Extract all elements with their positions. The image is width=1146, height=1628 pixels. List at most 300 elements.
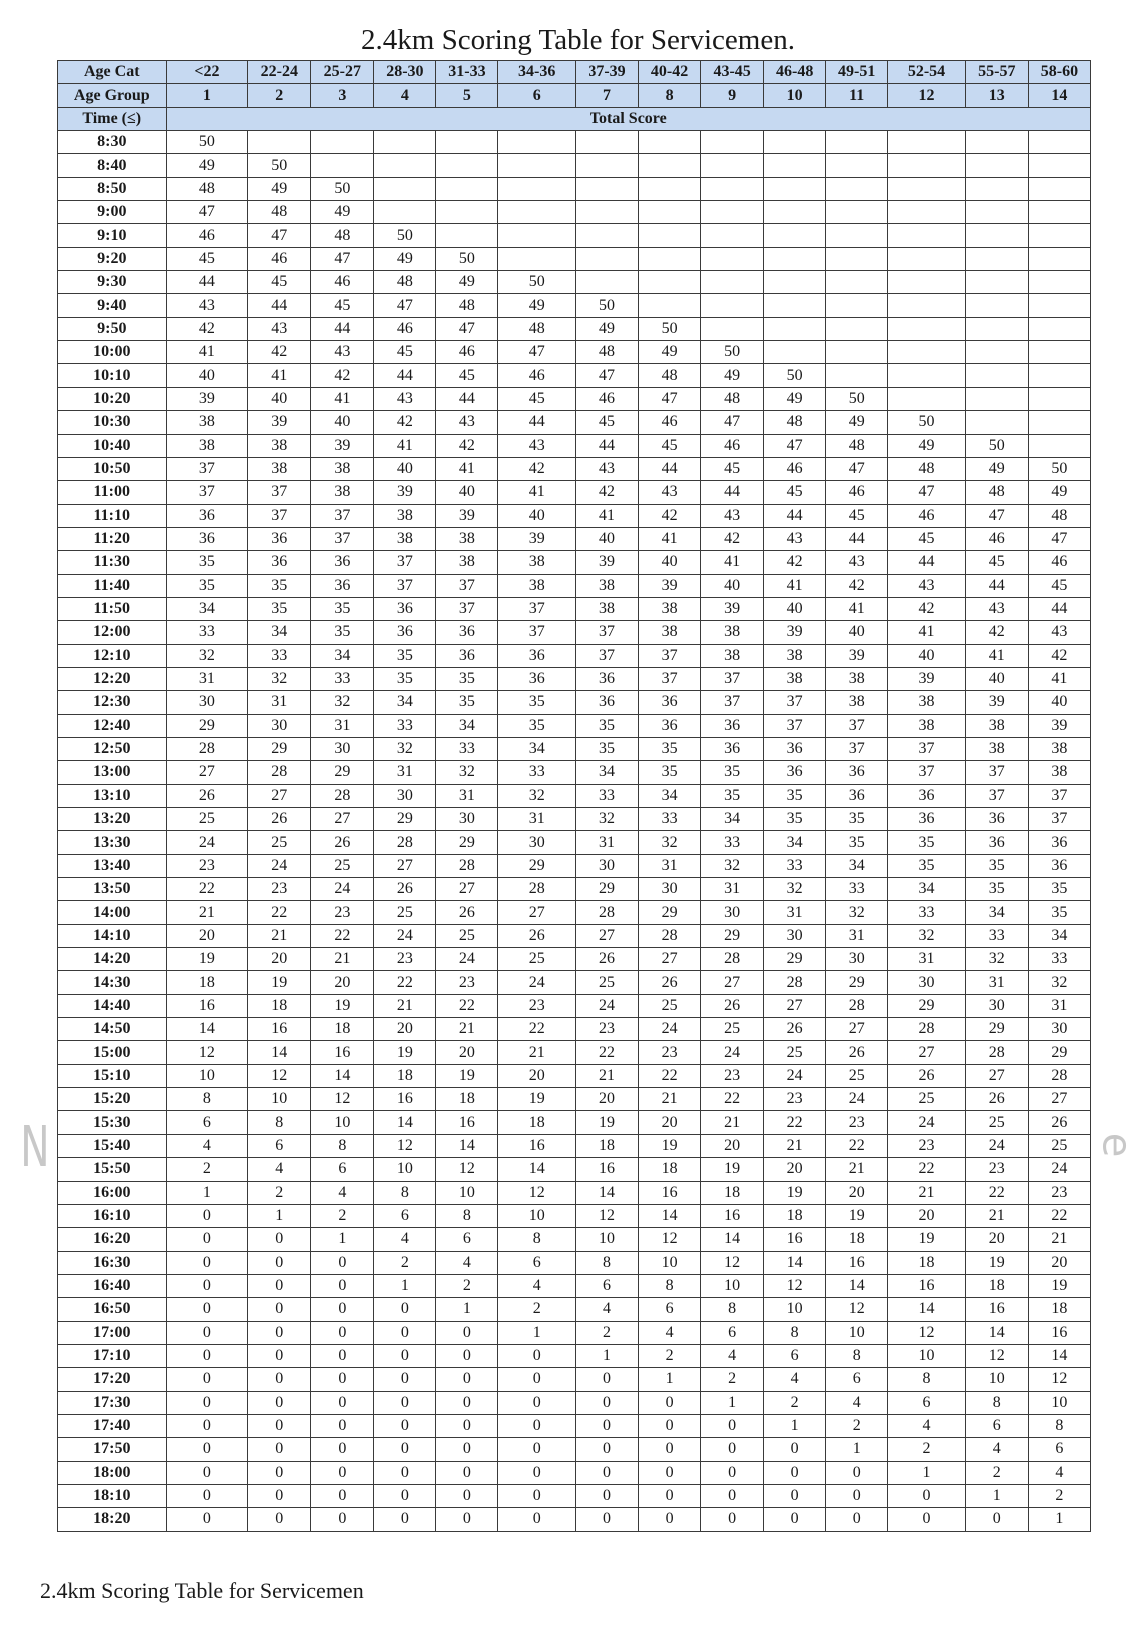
score-cell: 8 — [575, 1251, 638, 1274]
score-cell: 33 — [764, 854, 826, 877]
age-cat-header: 52-54 — [888, 61, 966, 84]
score-cell: 35 — [639, 737, 701, 760]
score-cell: 23 — [575, 1018, 638, 1041]
score-cell: 2 — [374, 1251, 436, 1274]
score-cell: 0 — [248, 1251, 311, 1274]
score-cell: 19 — [965, 1251, 1028, 1274]
total-score-label: Total Score — [166, 107, 1090, 130]
score-cell: 0 — [374, 1368, 436, 1391]
score-cell: 37 — [374, 574, 436, 597]
score-cell: 2 — [826, 1414, 888, 1437]
score-cell: 16 — [166, 994, 248, 1017]
score-cell: 35 — [436, 691, 498, 714]
score-cell — [965, 224, 1028, 247]
score-cell: 24 — [965, 1134, 1028, 1157]
score-cell: 45 — [575, 411, 638, 434]
score-cell: 33 — [888, 901, 966, 924]
score-cell: 24 — [1028, 1158, 1090, 1181]
score-cell: 25 — [826, 1064, 888, 1087]
score-cell: 6 — [374, 1204, 436, 1227]
score-cell: 6 — [965, 1414, 1028, 1437]
score-cell: 45 — [248, 271, 311, 294]
age-group-row — [58, 84, 1091, 107]
score-cell — [639, 247, 701, 270]
score-cell: 0 — [248, 1438, 311, 1461]
score-cell: 0 — [498, 1508, 576, 1531]
score-cell: 16 — [248, 1018, 311, 1041]
score-cell: 47 — [826, 457, 888, 480]
score-cell: 0 — [639, 1438, 701, 1461]
score-cell: 12 — [436, 1158, 498, 1181]
score-cell: 44 — [639, 457, 701, 480]
score-cell: 26 — [1028, 1111, 1090, 1134]
score-cell: 35 — [436, 667, 498, 690]
score-cell — [575, 201, 638, 224]
score-cell: 49 — [436, 271, 498, 294]
score-cell: 46 — [498, 364, 576, 387]
score-cell: 29 — [498, 854, 576, 877]
score-cell: 28 — [764, 971, 826, 994]
score-cell — [965, 271, 1028, 294]
score-cell — [888, 364, 966, 387]
score-cell: 0 — [639, 1508, 701, 1531]
score-cell: 45 — [166, 247, 248, 270]
score-cell: 0 — [826, 1508, 888, 1531]
score-cell: 37 — [575, 621, 638, 644]
score-cell: 46 — [374, 317, 436, 340]
score-cell: 42 — [1028, 644, 1090, 667]
score-cell: 22 — [575, 1041, 638, 1064]
score-cell — [888, 247, 966, 270]
score-cell — [1028, 154, 1090, 177]
score-cell: 41 — [639, 527, 701, 550]
time-cell: 17:30 — [58, 1391, 167, 1414]
score-cell — [701, 247, 764, 270]
score-cell: 0 — [498, 1414, 576, 1437]
score-cell: 6 — [498, 1251, 576, 1274]
score-cell: 2 — [311, 1204, 374, 1227]
time-cell: 16:00 — [58, 1181, 167, 1204]
age-cat-header: 55-57 — [965, 61, 1028, 84]
score-cell — [575, 131, 638, 154]
score-cell: 12 — [965, 1344, 1028, 1367]
table-row — [58, 411, 1091, 434]
score-cell: 0 — [374, 1298, 436, 1321]
score-cell — [826, 131, 888, 154]
score-cell: 28 — [888, 1018, 966, 1041]
score-cell: 39 — [888, 667, 966, 690]
score-cell — [826, 154, 888, 177]
score-cell — [888, 341, 966, 364]
time-cell: 14:50 — [58, 1018, 167, 1041]
score-cell: 34 — [436, 714, 498, 737]
score-cell: 35 — [639, 761, 701, 784]
score-cell: 40 — [888, 644, 966, 667]
score-cell: 39 — [701, 597, 764, 620]
score-cell: 18 — [374, 1064, 436, 1087]
score-cell: 36 — [639, 691, 701, 714]
score-cell: 18 — [826, 1228, 888, 1251]
age-cat-header: 49-51 — [826, 61, 888, 84]
age-group-header: 5 — [436, 84, 498, 107]
score-cell: 36 — [436, 621, 498, 644]
table-row — [58, 831, 1091, 854]
score-cell: 44 — [498, 411, 576, 434]
score-cell: 6 — [888, 1391, 966, 1414]
score-cell: 37 — [639, 644, 701, 667]
score-cell: 22 — [965, 1181, 1028, 1204]
score-cell: 30 — [374, 784, 436, 807]
score-cell — [764, 131, 826, 154]
time-cell: 12:50 — [58, 737, 167, 760]
score-cell: 48 — [888, 457, 966, 480]
score-cell: 0 — [374, 1461, 436, 1484]
score-cell — [1028, 387, 1090, 410]
score-cell: 50 — [166, 131, 248, 154]
time-cell: 9:30 — [58, 271, 167, 294]
score-cell: 27 — [639, 948, 701, 971]
score-cell: 44 — [311, 317, 374, 340]
score-cell — [575, 154, 638, 177]
score-cell: 30 — [701, 901, 764, 924]
score-cell: 0 — [374, 1438, 436, 1461]
score-cell: 45 — [498, 387, 576, 410]
score-cell: 31 — [965, 971, 1028, 994]
score-cell: 50 — [639, 317, 701, 340]
score-cell: 47 — [248, 224, 311, 247]
score-cell — [374, 154, 436, 177]
score-cell: 8 — [248, 1111, 311, 1134]
score-cell: 43 — [248, 317, 311, 340]
time-cell: 10:20 — [58, 387, 167, 410]
score-cell: 24 — [826, 1088, 888, 1111]
score-cell: 38 — [888, 714, 966, 737]
score-cell: 23 — [965, 1158, 1028, 1181]
score-cell: 12 — [498, 1181, 576, 1204]
score-cell: 0 — [166, 1321, 248, 1344]
table-row — [58, 1484, 1091, 1507]
score-cell: 49 — [248, 177, 311, 200]
score-cell: 35 — [764, 808, 826, 831]
score-cell: 34 — [965, 901, 1028, 924]
score-cell: 36 — [498, 667, 576, 690]
age-group-header: 3 — [311, 84, 374, 107]
score-cell: 37 — [826, 714, 888, 737]
score-cell: 18 — [436, 1088, 498, 1111]
score-cell: 0 — [248, 1344, 311, 1367]
score-cell: 26 — [498, 924, 576, 947]
score-cell: 37 — [248, 481, 311, 504]
score-cell: 46 — [965, 527, 1028, 550]
score-cell: 36 — [826, 784, 888, 807]
time-label: Time (≤) — [58, 107, 167, 130]
score-cell: 35 — [374, 667, 436, 690]
score-cell: 32 — [311, 691, 374, 714]
score-cell: 0 — [498, 1484, 576, 1507]
score-cell: 42 — [764, 551, 826, 574]
table-row — [58, 1228, 1091, 1251]
score-cell: 35 — [248, 597, 311, 620]
score-cell: 1 — [248, 1204, 311, 1227]
time-cell: 9:50 — [58, 317, 167, 340]
score-cell: 6 — [575, 1274, 638, 1297]
score-cell — [965, 411, 1028, 434]
score-cell: 24 — [639, 1018, 701, 1041]
score-cell: 21 — [248, 924, 311, 947]
score-cell: 12 — [888, 1321, 966, 1344]
score-cell: 34 — [311, 644, 374, 667]
score-cell: 22 — [311, 924, 374, 947]
score-cell: 36 — [311, 574, 374, 597]
score-cell: 29 — [764, 948, 826, 971]
score-cell: 37 — [311, 527, 374, 550]
score-cell: 33 — [701, 831, 764, 854]
score-cell: 0 — [639, 1391, 701, 1414]
score-cell: 4 — [639, 1321, 701, 1344]
score-cell: 44 — [1028, 597, 1090, 620]
score-cell: 20 — [764, 1158, 826, 1181]
score-cell: 37 — [436, 574, 498, 597]
score-cell: 47 — [436, 317, 498, 340]
score-cell: 37 — [1028, 808, 1090, 831]
score-cell: 16 — [498, 1134, 576, 1157]
score-cell: 0 — [498, 1461, 576, 1484]
score-cell: 2 — [639, 1344, 701, 1367]
score-cell: 31 — [575, 831, 638, 854]
score-cell: 14 — [436, 1134, 498, 1157]
age-group-label: Age Group — [58, 84, 167, 107]
score-cell: 28 — [575, 901, 638, 924]
table-row — [58, 878, 1091, 901]
score-cell: 43 — [888, 574, 966, 597]
score-cell: 12 — [826, 1298, 888, 1321]
score-cell: 47 — [965, 504, 1028, 527]
score-cell: 31 — [764, 901, 826, 924]
score-cell: 26 — [166, 784, 248, 807]
score-cell: 50 — [888, 411, 966, 434]
score-cell — [965, 131, 1028, 154]
score-cell: 34 — [826, 854, 888, 877]
score-cell: 0 — [888, 1508, 966, 1531]
score-cell — [498, 154, 576, 177]
score-cell: 32 — [965, 948, 1028, 971]
table-row — [58, 621, 1091, 644]
score-cell: 2 — [701, 1368, 764, 1391]
score-cell: 42 — [888, 597, 966, 620]
score-cell: 19 — [436, 1064, 498, 1087]
score-cell — [575, 177, 638, 200]
table-row — [58, 1158, 1091, 1181]
score-cell: 26 — [888, 1064, 966, 1087]
age-cat-header: 46-48 — [764, 61, 826, 84]
score-cell: 39 — [965, 691, 1028, 714]
score-cell: 30 — [575, 854, 638, 877]
score-cell: 21 — [764, 1134, 826, 1157]
time-cell: 14:40 — [58, 994, 167, 1017]
score-cell: 0 — [436, 1321, 498, 1344]
score-cell: 36 — [374, 621, 436, 644]
score-cell: 14 — [575, 1181, 638, 1204]
score-cell: 25 — [248, 831, 311, 854]
table-row — [58, 504, 1091, 527]
score-cell — [498, 247, 576, 270]
score-cell: 19 — [498, 1088, 576, 1111]
score-cell — [498, 177, 576, 200]
score-cell: 26 — [436, 901, 498, 924]
time-cell: 15:10 — [58, 1064, 167, 1087]
score-cell: 18 — [965, 1274, 1028, 1297]
score-cell: 14 — [1028, 1344, 1090, 1367]
score-cell — [1028, 294, 1090, 317]
score-cell: 0 — [248, 1414, 311, 1437]
score-cell: 16 — [436, 1111, 498, 1134]
time-cell: 16:30 — [58, 1251, 167, 1274]
score-cell: 50 — [248, 154, 311, 177]
score-cell: 12 — [575, 1204, 638, 1227]
score-cell: 46 — [311, 271, 374, 294]
score-cell: 0 — [575, 1438, 638, 1461]
score-cell: 25 — [639, 994, 701, 1017]
score-cell: 0 — [166, 1274, 248, 1297]
time-cell: 15:50 — [58, 1158, 167, 1181]
score-cell: 0 — [498, 1368, 576, 1391]
score-cell: 48 — [166, 177, 248, 200]
score-cell: 0 — [764, 1508, 826, 1531]
score-cell: 41 — [498, 481, 576, 504]
score-cell: 33 — [965, 924, 1028, 947]
score-cell: 31 — [1028, 994, 1090, 1017]
score-cell: 42 — [166, 317, 248, 340]
score-cell: 24 — [374, 924, 436, 947]
score-cell: 29 — [1028, 1041, 1090, 1064]
score-cell: 8 — [1028, 1414, 1090, 1437]
score-cell: 0 — [248, 1484, 311, 1507]
score-cell: 14 — [639, 1204, 701, 1227]
score-cell: 1 — [639, 1368, 701, 1391]
score-cell: 4 — [166, 1134, 248, 1157]
score-cell: 44 — [575, 434, 638, 457]
score-cell: 21 — [311, 948, 374, 971]
score-cell — [965, 247, 1028, 270]
score-cell: 20 — [436, 1041, 498, 1064]
score-cell — [1028, 317, 1090, 340]
score-cell: 28 — [248, 761, 311, 784]
score-cell: 36 — [764, 761, 826, 784]
score-cell: 45 — [639, 434, 701, 457]
score-cell: 4 — [498, 1274, 576, 1297]
table-row — [58, 948, 1091, 971]
score-cell: 0 — [166, 1298, 248, 1321]
score-cell: 38 — [701, 621, 764, 644]
time-cell: 13:40 — [58, 854, 167, 877]
score-cell: 0 — [575, 1484, 638, 1507]
table-row — [58, 761, 1091, 784]
score-cell: 38 — [639, 621, 701, 644]
score-cell: 10 — [498, 1204, 576, 1227]
score-cell: 39 — [498, 527, 576, 550]
score-cell: 50 — [965, 434, 1028, 457]
score-cell — [888, 224, 966, 247]
score-cell: 34 — [374, 691, 436, 714]
time-cell: 14:30 — [58, 971, 167, 994]
age-group-header: 8 — [639, 84, 701, 107]
score-cell: 36 — [639, 714, 701, 737]
score-cell — [764, 201, 826, 224]
score-cell: 0 — [166, 1438, 248, 1461]
score-cell: 36 — [311, 551, 374, 574]
score-cell: 23 — [826, 1111, 888, 1134]
score-cell: 47 — [701, 411, 764, 434]
score-cell: 40 — [498, 504, 576, 527]
score-cell: 46 — [248, 247, 311, 270]
score-cell: 34 — [248, 621, 311, 644]
score-cell: 2 — [436, 1274, 498, 1297]
score-cell: 16 — [888, 1274, 966, 1297]
score-cell: 30 — [498, 831, 576, 854]
score-cell: 33 — [436, 737, 498, 760]
score-cell — [1028, 201, 1090, 224]
table-row — [58, 1274, 1091, 1297]
score-cell: 33 — [639, 808, 701, 831]
score-cell: 24 — [575, 994, 638, 1017]
score-cell — [764, 341, 826, 364]
score-cell: 14 — [764, 1251, 826, 1274]
score-cell: 4 — [436, 1251, 498, 1274]
score-cell: 0 — [311, 1484, 374, 1507]
score-cell: 18 — [248, 994, 311, 1017]
score-cell: 50 — [1028, 457, 1090, 480]
table-row — [58, 1088, 1091, 1111]
score-cell: 50 — [764, 364, 826, 387]
score-cell: 38 — [248, 457, 311, 480]
score-cell: 19 — [374, 1041, 436, 1064]
score-cell: 45 — [311, 294, 374, 317]
score-cell: 31 — [311, 714, 374, 737]
score-cell: 39 — [311, 434, 374, 457]
score-cell: 38 — [166, 434, 248, 457]
score-cell: 26 — [374, 878, 436, 901]
score-cell: 2 — [166, 1158, 248, 1181]
score-cell: 41 — [1028, 667, 1090, 690]
score-cell: 38 — [764, 667, 826, 690]
time-cell: 10:40 — [58, 434, 167, 457]
score-cell: 18 — [639, 1158, 701, 1181]
age-cat-header: 37-39 — [575, 61, 638, 84]
score-cell: 0 — [374, 1344, 436, 1367]
score-cell — [436, 201, 498, 224]
score-cell: 41 — [311, 387, 374, 410]
score-cell: 4 — [888, 1414, 966, 1437]
score-cell: 8 — [639, 1274, 701, 1297]
score-cell: 0 — [764, 1438, 826, 1461]
score-cell: 0 — [498, 1391, 576, 1414]
score-cell: 40 — [826, 621, 888, 644]
score-cell: 0 — [374, 1484, 436, 1507]
table-row — [58, 714, 1091, 737]
score-cell — [639, 271, 701, 294]
score-cell: 49 — [166, 154, 248, 177]
score-cell: 34 — [764, 831, 826, 854]
score-cell: 32 — [1028, 971, 1090, 994]
score-cell: 38 — [639, 597, 701, 620]
score-cell: 21 — [166, 901, 248, 924]
score-cell: 43 — [498, 434, 576, 457]
score-cell: 0 — [311, 1251, 374, 1274]
score-cell: 20 — [311, 971, 374, 994]
scoring-table — [57, 60, 1091, 1532]
score-cell: 41 — [826, 597, 888, 620]
score-cell: 1 — [965, 1484, 1028, 1507]
